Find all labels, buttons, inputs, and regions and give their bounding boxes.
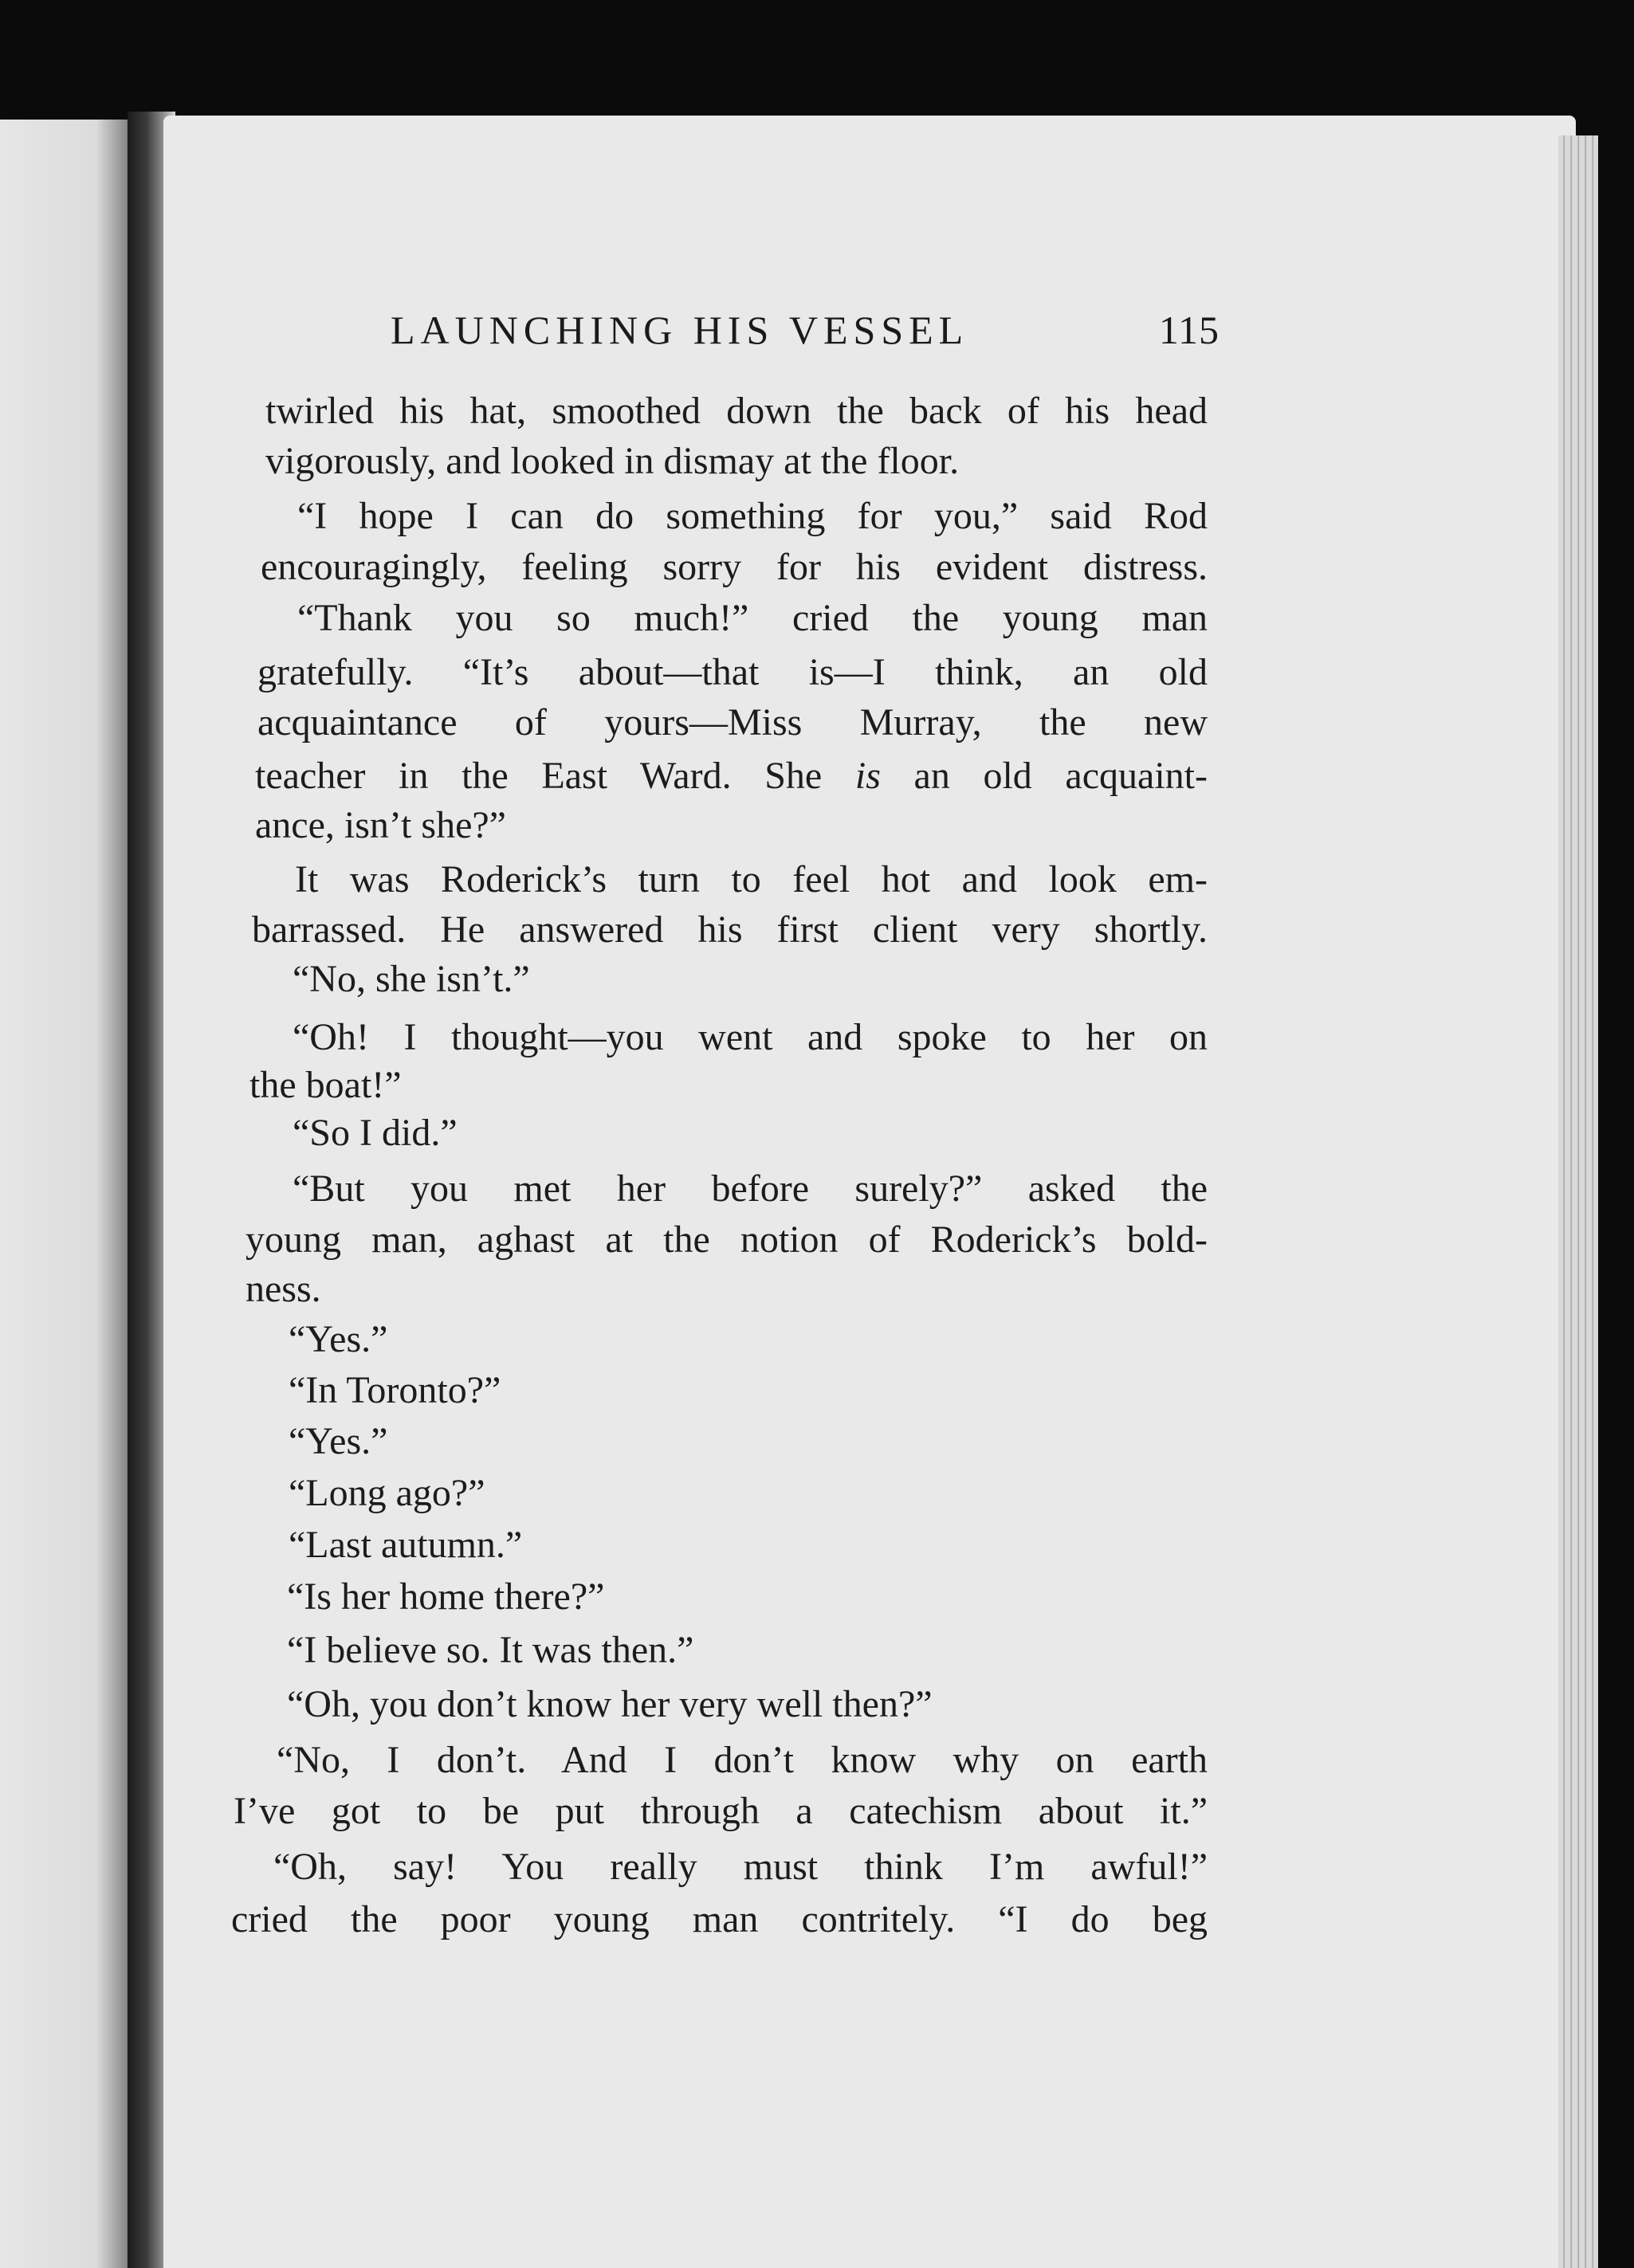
text-line: twirled his hat, smoothed down the back of his head (265, 390, 1208, 432)
text-line: acquaintance of yours—Miss Murray, the new (257, 701, 1208, 744)
text-line: ance, isn’t she?” (255, 804, 506, 846)
text-line: vigorously, and looked in dismay at the floor. (265, 440, 960, 482)
text-line: encouragingly, feeling sorry for his evident distress. (261, 546, 1208, 588)
running-head-title: LAUNCHING HIS VESSEL (391, 308, 969, 352)
text-line: “So I did.” (293, 1112, 458, 1154)
running-header (391, 307, 1220, 363)
text-line: It was Roderick’s turn to feel hot and look em- (295, 858, 1208, 901)
text-line: “Long ago?” (289, 1472, 485, 1514)
text-line: “Yes.” (289, 1318, 388, 1360)
text-line: “Oh, say! You really must think I’m awful!” (273, 1846, 1208, 1888)
text-line: “No, she isn’t.” (293, 958, 530, 1000)
text-line: “No, I don’t. And I don’t know why on earth (277, 1739, 1208, 1781)
text-line: cried the poor young man contritely. “I do beg (231, 1898, 1208, 1940)
text-line: teacher in the East Ward. She is an old acquaint- (255, 755, 1208, 797)
text-line: “In Toronto?” (289, 1369, 501, 1411)
text-line: “Last autumn.” (289, 1524, 523, 1566)
text-line: “Oh! I thought—you went and spoke to her on (293, 1016, 1208, 1058)
text-line: young man, aghast at the notion of Roderick’s bold- (245, 1218, 1208, 1261)
text-line: “Oh, you don’t know her very well then?” (287, 1683, 933, 1725)
text-line: barrassed. He answered his first client very shortly. (252, 908, 1208, 951)
page-edges (1558, 135, 1598, 2268)
page-number: 115 (1158, 308, 1220, 352)
text-line: “I hope I can do something for you,” said Rod (297, 495, 1208, 537)
text-line: “Is her home there?” (287, 1575, 605, 1618)
text-line: I’ve got to be put through a catechism about it.” (234, 1790, 1208, 1832)
text-line: “Thank you so much!” cried the young man (297, 597, 1208, 639)
text-line: the boat!” (249, 1064, 402, 1106)
text-line: “Yes.” (289, 1420, 388, 1462)
left-page-edge (0, 120, 137, 2268)
text-line: “But you met her before surely?” asked the (293, 1167, 1208, 1210)
text-line: ness. (245, 1268, 321, 1310)
text-line: gratefully. “It’s about—that is—I think, an old (257, 651, 1208, 693)
text-line: “I believe so. It was then.” (287, 1629, 694, 1671)
